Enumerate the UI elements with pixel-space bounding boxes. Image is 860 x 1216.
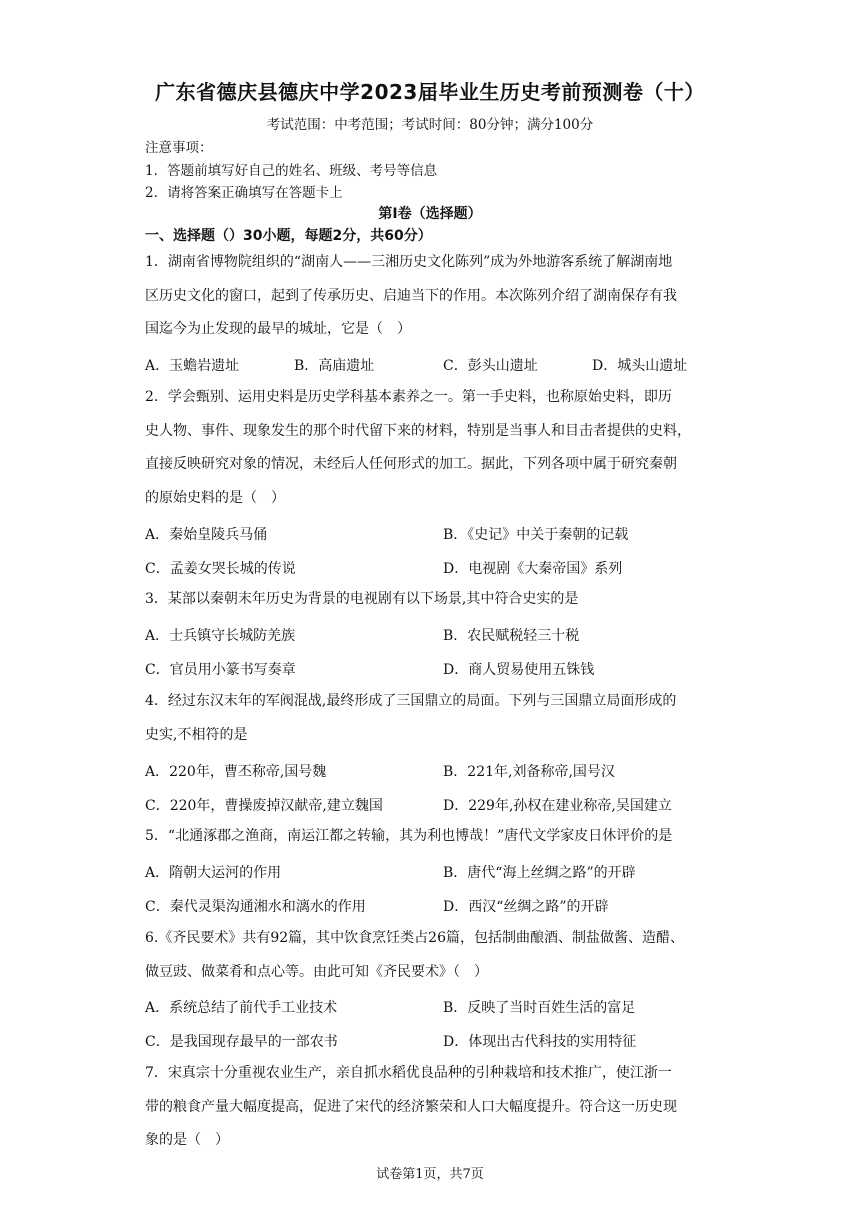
question-line: 国迄今为止发现的最早的城址，它是（ ） (145, 321, 411, 337)
question-line: 4．经过东汉末年的军阀混战,最终形成了三国鼎立的局面。下列与三国鼎立局面形成的 (145, 693, 677, 709)
option-a[interactable]: A．士兵镇守长城防羌族 (145, 628, 296, 644)
note-item: 2．请将答案正确填写在答题卡上 (145, 185, 343, 201)
question-6 (145, 922, 717, 989)
option-d[interactable]: D．商人贸易使用五铢钱 (443, 662, 595, 678)
question-7 (145, 1057, 717, 1158)
question-line: 区历史文化的窗口，起到了传承历史、启迪当下的作用。本次陈列介绍了湖南保存有我 (145, 287, 677, 304)
option-c[interactable]: C．官员用小篆书写奏章 (145, 662, 296, 678)
question-line: 2．学会甄别、运用史料是历史学科基本素养之一。第一手史料，也称原始史料，即历 (145, 389, 672, 405)
question-line: 带的粮食产量大幅度提高，促进了宋代的经济繁荣和人口大幅度提升。符合这一历史现 (145, 1098, 677, 1115)
option-c[interactable]: C．彭头山遗址 (443, 358, 538, 374)
option-c[interactable]: C．220年，曹操废掉汉献帝,建立魏国 (145, 798, 383, 814)
question-2 (145, 381, 717, 515)
option-a[interactable]: A．玉蟾岩遗址 (145, 358, 240, 374)
notes-heading: 注意事项： (145, 140, 213, 156)
option-c[interactable]: C．是我国现存最早的一部农书 (145, 1034, 338, 1050)
question-line: 直接反映研究对象的情况，未经后人任何形式的加工。据此，下列各项中属于研究秦朝 (145, 456, 677, 472)
exam-title: 广东省德庆县德庆中学2023届毕业生历史考前预测卷（十） (155, 80, 705, 104)
question-line: 7．宋真宗十分重视农业生产，亲自抓水稻优良品种的引种栽培和技术推广，使江浙一 (145, 1065, 672, 1081)
question-line: 1．湖南省博物院组织的“湖南人——三湘历史文化陈列”成为外地游客系统了解湖南地 (145, 254, 673, 270)
question-4 (145, 685, 717, 752)
question-line: 史实,不相符的是 (145, 726, 248, 743)
option-d[interactable]: D．城头山遗址 (592, 358, 688, 374)
option-d[interactable]: D．体现出古代科技的实用特征 (443, 1034, 637, 1050)
option-c[interactable]: C．孟姜女哭长城的传说 (145, 561, 296, 577)
question-3 (145, 583, 717, 617)
question-line: 3．某部以秦朝末年历史为背景的电视剧有以下场景,其中符合史实的是 (145, 591, 579, 607)
option-a[interactable]: A．220年，曹丕称帝,国号魏 (145, 764, 327, 780)
question-5 (145, 820, 717, 854)
question-line: 象的是（ ） (145, 1132, 229, 1148)
option-b[interactable]: B．农民赋税轻三十税 (443, 628, 580, 644)
page-footer: 试卷第1页，共7页 (376, 1167, 484, 1182)
question-line: 5．“北通涿郡之渔商，南运江都之转输，其为利也博哉！”唐代文学家皮日休评价的是 (145, 828, 673, 844)
option-d[interactable]: D．西汉“丝绸之路”的开辟 (443, 899, 609, 915)
question-1 (145, 246, 717, 347)
option-c[interactable]: C．秦代灵渠沟通湘水和漓水的作用 (145, 899, 366, 915)
part-title: 一、选择题（）30小题，每题2分，共60分） (145, 228, 432, 244)
option-b[interactable]: B．唐代“海上丝绸之路”的开辟 (443, 865, 636, 881)
question-line: 的原始史料的是（ ） (145, 489, 285, 506)
option-b[interactable]: B．《史记》中关于秦朝的记载 (443, 527, 629, 543)
option-a[interactable]: A．隋朝大运河的作用 (145, 865, 282, 881)
question-1-options (145, 355, 717, 375)
volume-title: 第I卷（选择题） (378, 206, 482, 222)
option-b[interactable]: B．反映了当时百姓生活的富足 (443, 1000, 636, 1016)
question-line: 做豆豉、做菜肴和点心等。由此可知《齐民要术》（ ） (145, 963, 488, 980)
question-line: 史人物、事件、现象发生的那个时代留下来的材料，特别是当事人和目击者提供的史料， (145, 422, 691, 439)
note-item: 1．答题前填写好自己的姓名、班级、考号等信息 (145, 163, 438, 179)
option-a[interactable]: A．秦始皇陵兵马俑 (145, 527, 268, 543)
exam-subtitle: 考试范围：中考范围；考试时间：80分钟；满分100分 (266, 117, 594, 133)
option-d[interactable]: D．229年,孙权在建业称帝,吴国建立 (443, 798, 672, 814)
option-b[interactable]: B．高庙遗址 (294, 358, 375, 374)
option-a[interactable]: A．系统总结了前代手工业技术 (145, 1000, 338, 1016)
option-d[interactable]: D．电视剧《大秦帝国》系列 (443, 561, 623, 577)
question-line: 6.《齐民要术》共有92篇，其中饮食烹饪类占26篇，包括制曲酿酒、制盐做酱、造醋、 (145, 930, 684, 946)
option-b[interactable]: B．221年,刘备称帝,国号汉 (443, 764, 615, 780)
